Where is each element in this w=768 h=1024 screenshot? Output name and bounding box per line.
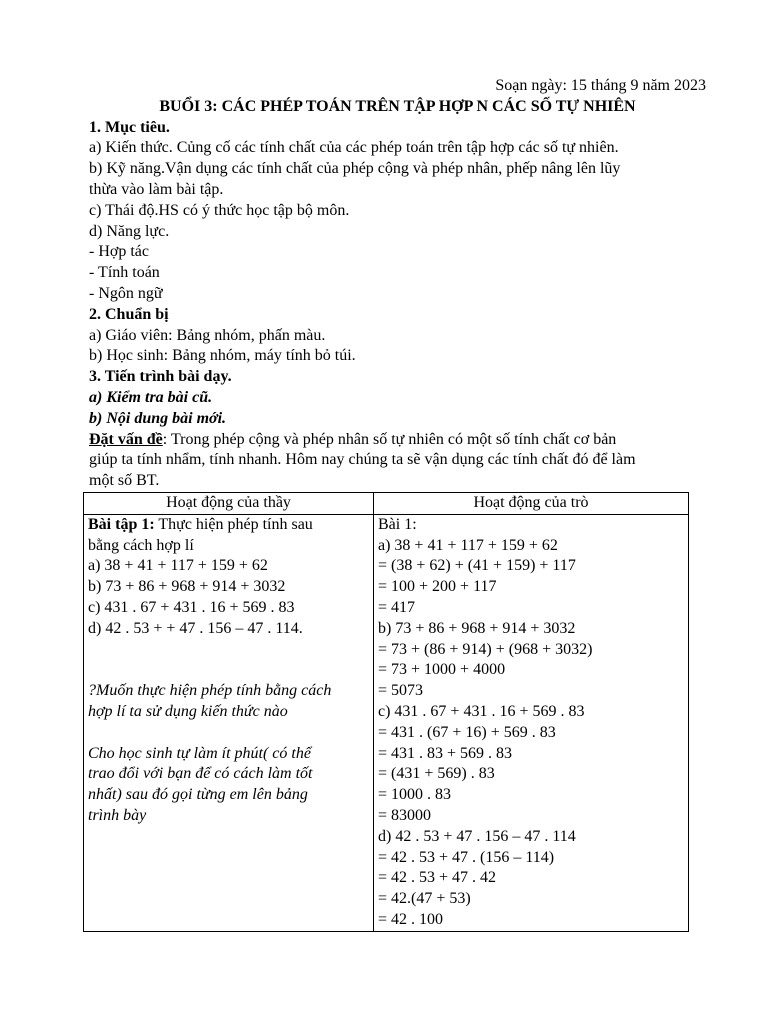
intro-line3: một số BT. xyxy=(89,472,160,490)
solution-line: = 431 . (67 + 16) + 569 . 83 xyxy=(378,723,556,741)
solution-line: = 5073 xyxy=(378,682,424,700)
section1-heading: 1. Mục tiêu. xyxy=(89,118,170,136)
task-line2: bằng cách hợp lí xyxy=(88,536,194,554)
objective-competency: d) Năng lực. xyxy=(89,222,170,240)
task-item: a) 38 + 41 + 117 + 159 + 62 xyxy=(88,557,268,575)
solution-line: b) 73 + 86 + 968 + 914 + 3032 xyxy=(378,619,576,637)
prep-teacher: a) Giáo viên: Bảng nhóm, phấn màu. xyxy=(89,326,326,344)
review-heading: a) Kiểm tra bài cũ. xyxy=(89,388,213,406)
competency-item: - Hợp tác xyxy=(89,243,149,261)
task-item: b) 73 + 86 + 968 + 914 + 3032 xyxy=(88,578,286,596)
task-text: Thực hiện phép tính sau xyxy=(154,515,313,533)
task-line1 xyxy=(88,515,369,536)
section3-heading: 3. Tiến trình bài dạy. xyxy=(89,368,232,386)
instruction-line: trình bày xyxy=(88,806,147,824)
spacer xyxy=(88,640,369,661)
intro-text: : Trong phép cộng và phép nhân số tự nhiên có một số tính chất cơ bản xyxy=(162,430,617,448)
solution-line: = 73 + (86 + 914) + (968 + 3032) xyxy=(378,640,593,658)
solution-line: = 73 + 1000 + 4000 xyxy=(378,661,506,679)
task-item: c) 431 . 67 + 431 . 16 + 569 . 83 xyxy=(88,598,295,616)
spacer xyxy=(88,723,369,744)
solution-line: = 431 . 83 + 569 . 83 xyxy=(378,744,513,762)
prep-student: b) Học sinh: Bảng nhóm, máy tính bỏ túi. xyxy=(89,347,356,365)
solution-line: a) 38 + 41 + 117 + 159 + 62 xyxy=(378,536,558,554)
student-column-header: Hoạt động của trò xyxy=(374,493,689,515)
competency-item: - Ngôn ngữ xyxy=(89,284,163,302)
solution-line: Bài 1: xyxy=(378,515,417,533)
instruction-line: trao đổi với bạn để có cách làm tốt xyxy=(88,765,313,783)
section2-heading: 2. Chuẩn bị xyxy=(89,305,169,323)
solution-line: d) 42 . 53 + 47 . 156 – 47 . 114 xyxy=(378,827,576,845)
instruction-line: Cho học sinh tự làm ít phút( có thể xyxy=(88,744,311,762)
objective-attitude: c) Thái độ.HS có ý thức học tập bộ môn. xyxy=(89,201,350,219)
new-content-heading: b) Nội dung bài mới. xyxy=(89,409,227,427)
solution-line: = 417 xyxy=(378,598,416,616)
solution-line: = 42 . 100 xyxy=(378,910,444,928)
lesson-title: BUỔI 3: CÁC PHÉP TOÁN TRÊN TẬP HỢP N CÁC SỐ TỰ NHIÊN xyxy=(159,97,636,115)
solution-line: = 42.(47 + 53) xyxy=(378,890,471,908)
objective-skill-line1: b) Kỹ năng.Vận dụng các tính chất của phép cộng và phép nhân, phếp nâng lên lũy xyxy=(89,160,621,178)
table-header-row xyxy=(84,493,689,515)
table-row xyxy=(84,514,689,931)
solution-line: = 100 + 200 + 117 xyxy=(378,578,497,596)
objective-skill-line2: thừa vào làm bài tập. xyxy=(89,180,224,198)
solution-line: = 42 . 53 + 47 . (156 – 114) xyxy=(378,848,555,866)
intro-line2: giúp ta tính nhẩm, tính nhanh. Hôm nay chúng ta sẽ vận dụng các tính chất đó để làm xyxy=(89,451,636,469)
competency-item: - Tính toán xyxy=(89,264,160,282)
instruction-line: nhất) sau đó gọi từng em lên bảng xyxy=(88,786,308,804)
question-line: hợp lí ta sử dụng kiến thức nào xyxy=(88,702,288,720)
task-item: d) 42 . 53 + + 47 . 156 – 47 . 114. xyxy=(88,619,303,637)
solution-line: c) 431 . 67 + 431 . 16 + 569 . 83 xyxy=(378,702,585,720)
spacer xyxy=(88,660,369,681)
solution-line: = 1000 . 83 xyxy=(378,786,452,804)
solution-line: = 42 . 53 + 47 . 42 xyxy=(378,869,497,887)
solution-line: = (431 + 569) . 83 xyxy=(378,765,495,783)
student-cell xyxy=(374,514,689,931)
objective-knowledge: a) Kiến thức. Củng cố các tính chất của các phép toán trên tập hợp các số tự nhiên. xyxy=(89,139,619,157)
teacher-column-header: Hoạt động của thầy xyxy=(84,493,374,515)
activity-table xyxy=(83,492,689,932)
task-label: Bài tập 1: xyxy=(88,515,155,533)
teacher-cell xyxy=(84,514,374,931)
solution-line: = 83000 xyxy=(378,806,432,824)
question-line: ?Muốn thực hiện phép tính bằng cách xyxy=(88,682,332,700)
intro-label: Đặt vấn đề xyxy=(89,430,163,448)
solution-line: = (38 + 62) + (41 + 159) + 117 xyxy=(378,557,576,575)
intro-line1 xyxy=(89,430,706,451)
prepared-date: Soạn ngày: 15 tháng 9 năm 2023 xyxy=(495,77,706,94)
document-page xyxy=(89,76,706,492)
